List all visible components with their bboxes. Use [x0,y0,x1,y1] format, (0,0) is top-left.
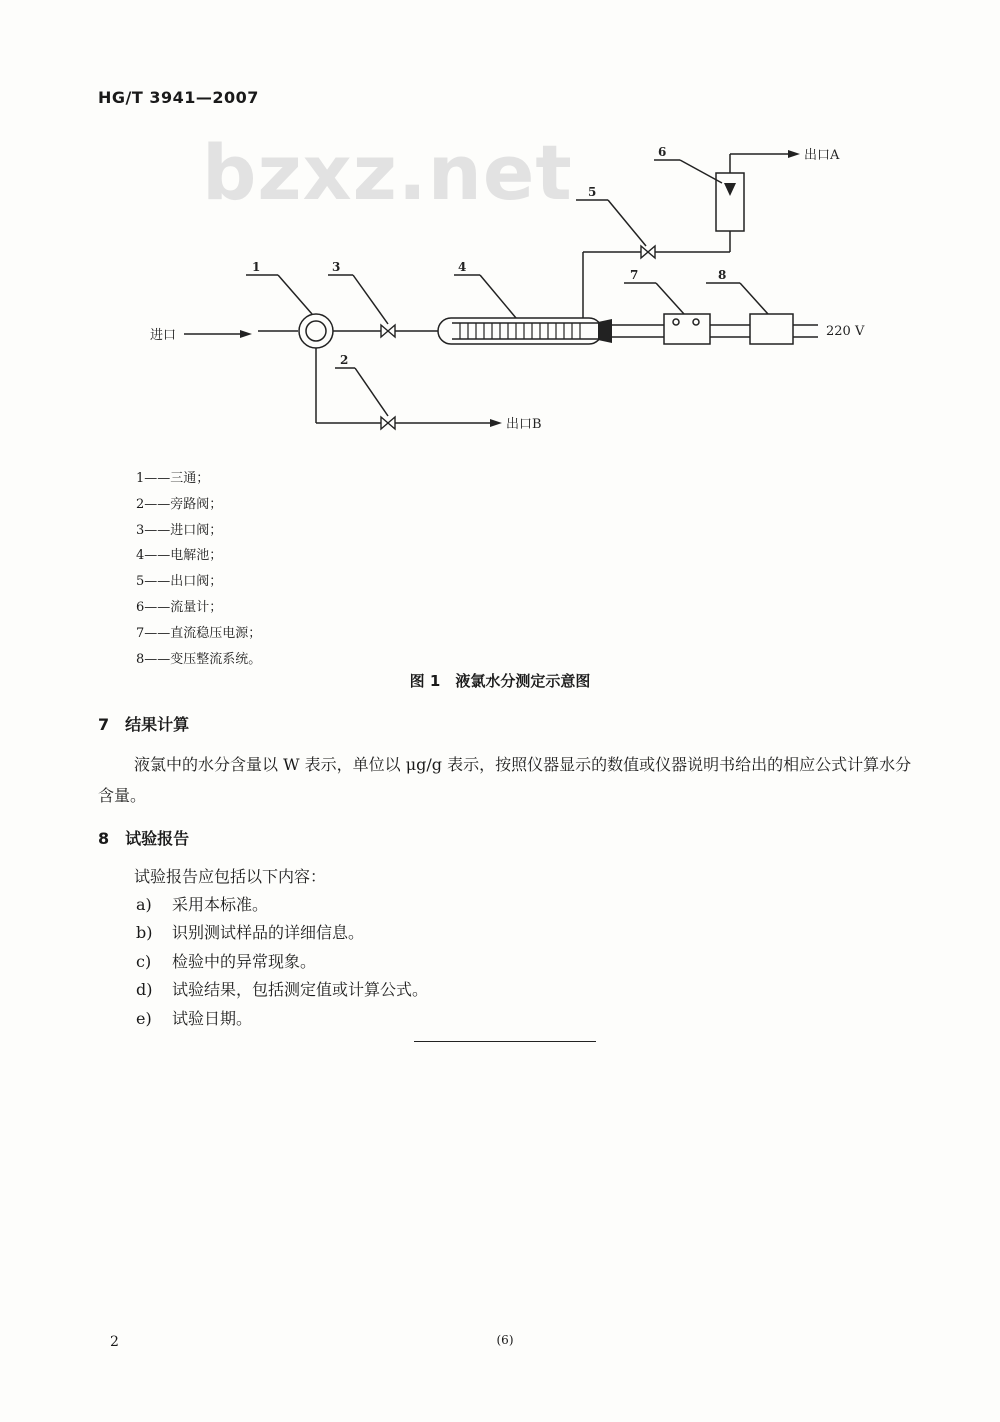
measurement-schematic [0,0,1000,460]
legend-item: 7——直流稳压电源； [136,625,262,641]
list-item-text: 识别测试样品的详细信息。 [172,923,365,943]
component-number-6: 6 [658,145,667,159]
voltage-label: 220 V [826,324,865,339]
dc-regulated-power-supply [664,314,710,344]
list-item-text: 试验结果，包括测定值或计算公式。 [172,980,429,1000]
list-item-text: 试验日期。 [172,1008,253,1028]
outlet-a-arrow-icon [788,150,800,158]
outlet-a-label: 出口A [804,148,840,163]
transformer-rectifier-system [750,314,793,344]
section-7-heading: 7 结果计算 [98,715,190,734]
component-number-4: 4 [458,260,467,274]
component-number-2: 2 [340,353,349,367]
legend-item: 2——旁路阀； [136,496,223,512]
tee-fitting [299,314,333,348]
list-item-label: e) [136,1008,152,1028]
list-item-label: c) [136,951,152,971]
inlet-valve [381,325,395,337]
legend-item: 5——出口阀； [136,574,223,590]
component-number-8: 8 [718,268,727,282]
figure-legend [136,466,261,672]
page-sequence: (6) [496,1333,514,1347]
standard-code: HG/T 3941—2007 [98,88,259,107]
list-item [136,919,428,947]
inlet-arrow-icon [240,330,252,338]
legend-item: 6——流量计； [136,599,223,615]
figure-caption: 图 1 液氯水分测定示意图 [409,672,591,690]
legend-item: 4——电解池； [136,548,223,564]
section-8-intro: 试验报告应包括以下内容： [134,867,327,886]
list-item [136,948,428,976]
list-item-label: b) [136,923,153,943]
list-item-label: d) [136,980,153,1000]
component-number-3: 3 [332,260,341,274]
outlet-b-arrow-icon [490,419,502,427]
report-items-list [136,891,428,1033]
end-of-standard-rule [414,1041,596,1042]
watermark: bzxz.net [202,128,573,217]
component-number-1: 1 [252,260,261,274]
electrolytic-cell [438,318,602,344]
list-item-text: 采用本标准。 [172,895,269,914]
section-8-heading: 8 试验报告 [98,829,190,848]
inlet-label: 进口 [150,328,177,343]
page-number: 2 [110,1334,119,1350]
component-number-5: 5 [588,185,597,199]
list-item-label: a) [136,895,152,914]
bypass-valve [381,417,395,429]
list-item [136,891,428,919]
component-number-7: 7 [630,268,639,282]
section-7-text: 液氯中的水分含量以 W 表示，单位以 μg/g 表示，按照仪器显示的数值或仪器说明书给出的相应公式计算水分含量。 [98,755,912,805]
list-item [136,1005,428,1033]
legend-item: 8——变压整流系统。 [136,651,262,667]
list-item [136,976,428,1004]
legend-item: 3——进口阀； [136,522,223,538]
list-item-text: 检验中的异常现象。 [172,951,317,971]
outlet-b-label: 出口B [506,417,542,432]
flowmeter-float-icon [724,183,736,196]
cell-electrode-marks [460,323,580,339]
legend-item: 1——三通； [136,471,210,486]
outlet-valve [641,246,655,258]
